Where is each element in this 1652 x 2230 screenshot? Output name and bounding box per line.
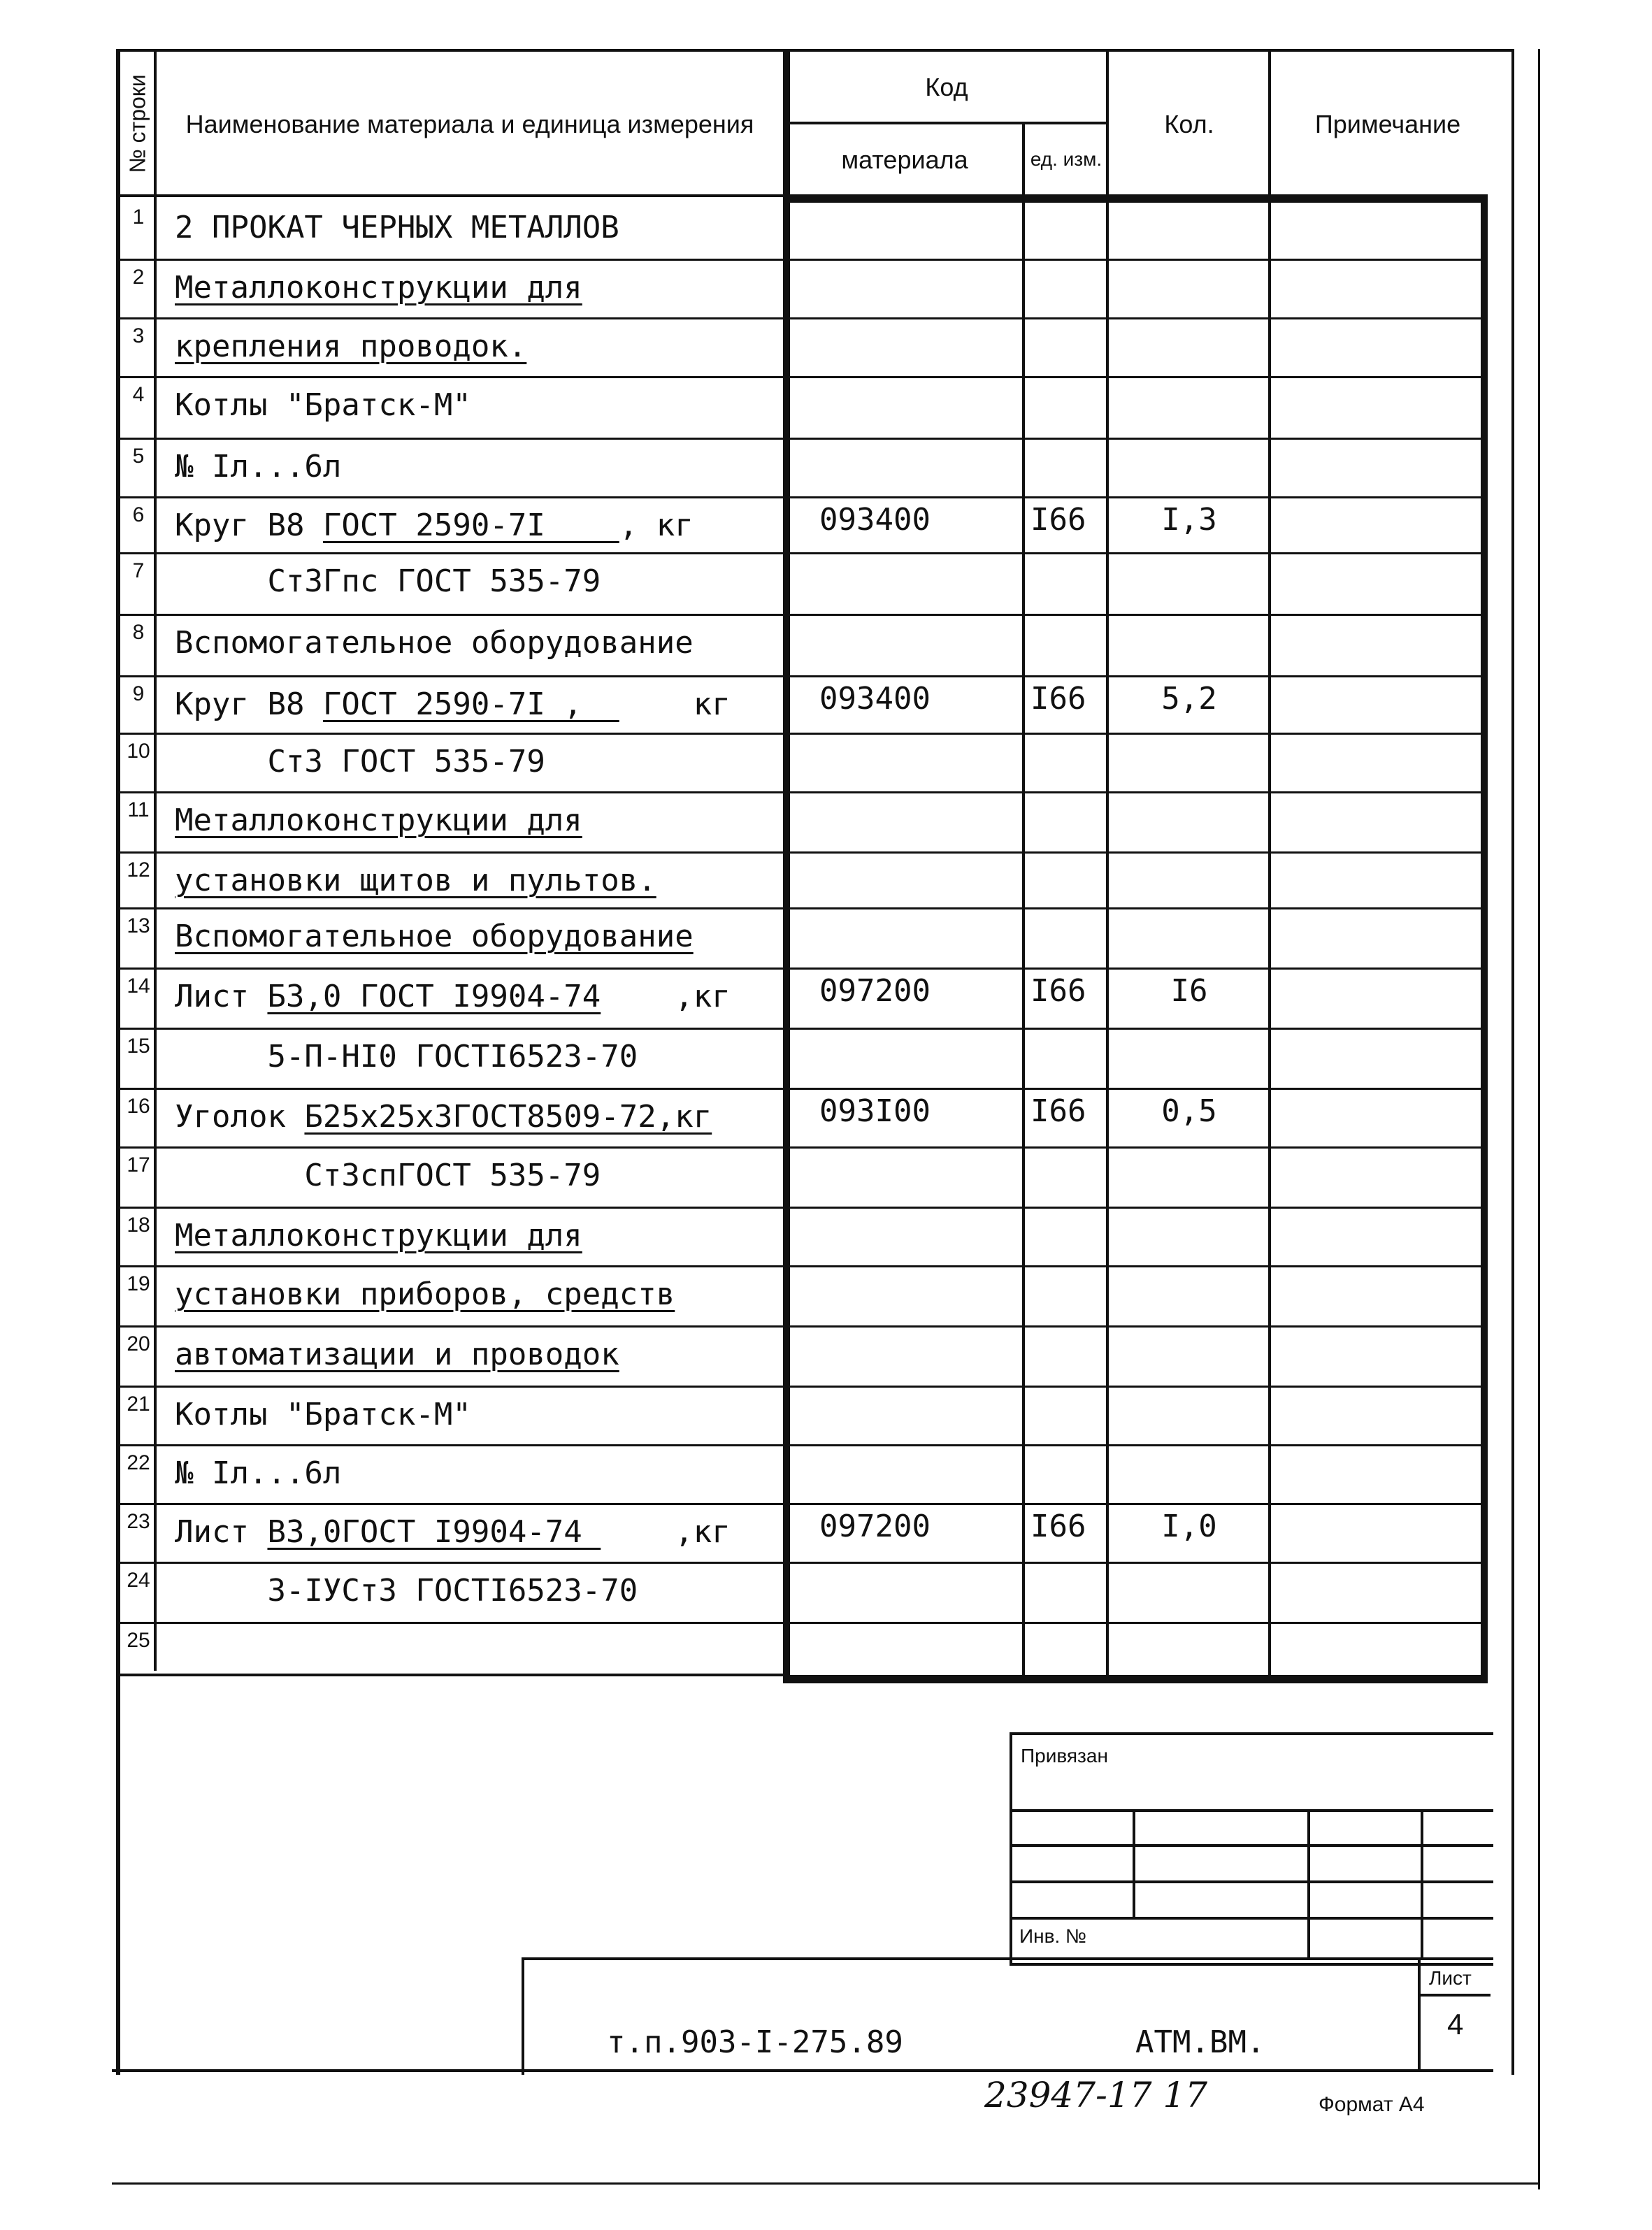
- row-divider: [116, 1622, 1488, 1624]
- unit-code: I66: [1030, 502, 1086, 538]
- row-number: 8: [132, 621, 145, 644]
- quantity: 5,2: [1161, 681, 1217, 717]
- row-divider: [116, 1444, 1488, 1446]
- row-number: 16: [127, 1095, 150, 1118]
- material-name: Уголок Б25х25х3ГОСТ8509-72,кг: [175, 1099, 712, 1135]
- row-number: 5: [132, 445, 145, 468]
- row-number: 18: [127, 1214, 150, 1237]
- row-divider: [116, 1088, 1488, 1090]
- row-number: 9: [132, 682, 145, 705]
- row-divider: [116, 1028, 1488, 1030]
- divider: [783, 196, 1488, 203]
- material-code: 093400: [819, 681, 931, 717]
- quantity: 0,5: [1161, 1093, 1217, 1129]
- row-number: 17: [127, 1153, 150, 1177]
- material-name: 5-П-НI0 ГОСТI6523-70: [175, 1039, 638, 1074]
- row-divider: [116, 675, 1488, 677]
- divider: [1418, 1960, 1421, 2072]
- format-label: Формат А4: [1319, 2093, 1425, 2116]
- document-mark: АТМ.ВМ.: [1135, 2024, 1265, 2060]
- document-code: т.п.903-I-275.89: [607, 2024, 903, 2060]
- divider: [786, 122, 1109, 124]
- divider: [783, 1675, 1488, 1683]
- row-number: 11: [127, 798, 150, 821]
- divider: [1418, 1994, 1491, 1997]
- material-name: Вспомогательное оборудование: [175, 625, 694, 661]
- divider: [1022, 123, 1025, 1681]
- row-divider: [116, 1386, 1488, 1388]
- row-number: 13: [127, 914, 150, 937]
- row-divider: [116, 1146, 1488, 1149]
- material-name: Лист В3,0ГОСТ I9904-74 ,кг: [175, 1514, 731, 1550]
- divider: [116, 1674, 787, 1676]
- row-divider: [116, 552, 1488, 554]
- material-code: 097200: [819, 1509, 931, 1544]
- material-code: 093I00: [819, 1093, 931, 1129]
- divider: [154, 50, 157, 1671]
- unit-code: I66: [1030, 973, 1086, 1009]
- row-divider: [116, 376, 1488, 378]
- row-divider: [116, 496, 1488, 498]
- material-name: Металлоконструкции для: [175, 803, 582, 838]
- row-number: 1: [132, 206, 145, 229]
- sheet-number: 4: [1447, 2008, 1464, 2041]
- row-divider: [116, 791, 1488, 793]
- row-divider: [116, 851, 1488, 854]
- unit-code: I66: [1030, 681, 1086, 717]
- page-edge: [112, 2182, 1539, 2185]
- row-divider: [116, 438, 1488, 440]
- material-name: Ст3Гпс ГОСТ 535-79: [175, 563, 601, 599]
- row-divider: [116, 1503, 1488, 1505]
- material-name: Вспомогательное оборудование: [175, 919, 694, 954]
- row-number: 25: [127, 1629, 150, 1652]
- unit-code: I66: [1030, 1509, 1086, 1544]
- row-divider: [116, 1265, 1488, 1267]
- header-name: Наименование материала и единица измерения: [185, 109, 754, 138]
- material-name: № Iл...6л: [175, 1455, 342, 1491]
- row-divider: [116, 733, 1488, 735]
- material-name: Ст3спГОСТ 535-79: [175, 1158, 601, 1193]
- divider: [783, 50, 790, 1683]
- divider: [1133, 1811, 1135, 1918]
- material-name: Лист Б3,0 ГОСТ I9904-74 ,кг: [175, 979, 731, 1014]
- row-number: 4: [132, 383, 145, 406]
- material-name: Ст3 ГОСТ 535-79: [175, 744, 545, 779]
- row-number: 19: [127, 1272, 150, 1295]
- material-code: 097200: [819, 973, 931, 1009]
- row-divider: [116, 614, 1488, 616]
- row-divider: [116, 907, 1488, 909]
- material-name: Котлы "Братск-М": [175, 387, 471, 423]
- divider: [1106, 50, 1109, 1681]
- row-number: 15: [127, 1035, 150, 1058]
- sheet-label: Лист: [1429, 1967, 1472, 1989]
- row-number: 24: [127, 1569, 150, 1592]
- row-divider: [116, 259, 1488, 261]
- row-divider: [116, 1562, 1488, 1564]
- row-number: 21: [127, 1393, 150, 1416]
- quantity: I,3: [1161, 502, 1217, 538]
- stamp-inv-label: Инв. №: [1019, 1925, 1087, 1947]
- divider: [1307, 1811, 1310, 1960]
- quantity: I,0: [1161, 1509, 1217, 1544]
- material-name: Круг В8 ГОСТ 2590-7I , кг: [175, 508, 694, 543]
- material-name: Металлоконструкции для: [175, 1218, 582, 1253]
- stamp-linked-label: Привязан: [1021, 1745, 1108, 1767]
- divider: [1268, 50, 1271, 1681]
- row-divider: [116, 317, 1488, 319]
- header-code-material: материала: [841, 145, 968, 174]
- material-name: 3-IУСт3 ГОСТI6523-70: [175, 1573, 638, 1609]
- row-number: 2: [132, 266, 145, 289]
- row-number: 6: [132, 503, 145, 526]
- header-code: Код: [925, 72, 968, 101]
- row-number: 23: [127, 1510, 150, 1533]
- header-code-unit: ед. изм.: [1030, 148, 1102, 170]
- material-name: № Iл...6л: [175, 449, 342, 484]
- header-qty: Кол.: [1164, 109, 1214, 138]
- material-name: Котлы "Братск-М": [175, 1397, 471, 1432]
- row-number: 12: [127, 858, 150, 882]
- material-name: Металлоконструкции для: [175, 270, 582, 305]
- row-number: 20: [127, 1332, 150, 1355]
- handwritten-number: 23947-17 17: [984, 2075, 1208, 2115]
- divider: [1421, 1811, 1423, 1960]
- quantity: I6: [1170, 973, 1208, 1009]
- material-name: автоматизации и проводок: [175, 1337, 619, 1372]
- header-row-number: № строки: [125, 74, 150, 173]
- material-name: Круг В8 ГОСТ 2590-7I , кг: [175, 686, 731, 722]
- unit-code: I66: [1030, 1093, 1086, 1129]
- row-number: 14: [127, 974, 150, 998]
- material-name: установки щитов и пультов.: [175, 863, 656, 898]
- row-number: 3: [132, 324, 145, 347]
- material-name: крепления проводок.: [175, 329, 527, 364]
- row-number: 22: [127, 1451, 150, 1474]
- row-divider: [116, 1325, 1488, 1328]
- divider: [1481, 196, 1488, 1683]
- row-divider: [116, 1207, 1488, 1209]
- row-number: 10: [127, 740, 150, 763]
- page-edge: [1538, 49, 1540, 2189]
- material-name: установки приборов, средств: [175, 1276, 675, 1312]
- row-divider: [116, 967, 1488, 970]
- row-number: 7: [132, 559, 145, 582]
- material-name: 2 ПРОКАТ ЧЕРНЫХ МЕТАЛЛОВ: [175, 210, 619, 245]
- header-note: Примечание: [1314, 109, 1461, 138]
- divider: [112, 2069, 1493, 2072]
- material-code: 093400: [819, 502, 931, 538]
